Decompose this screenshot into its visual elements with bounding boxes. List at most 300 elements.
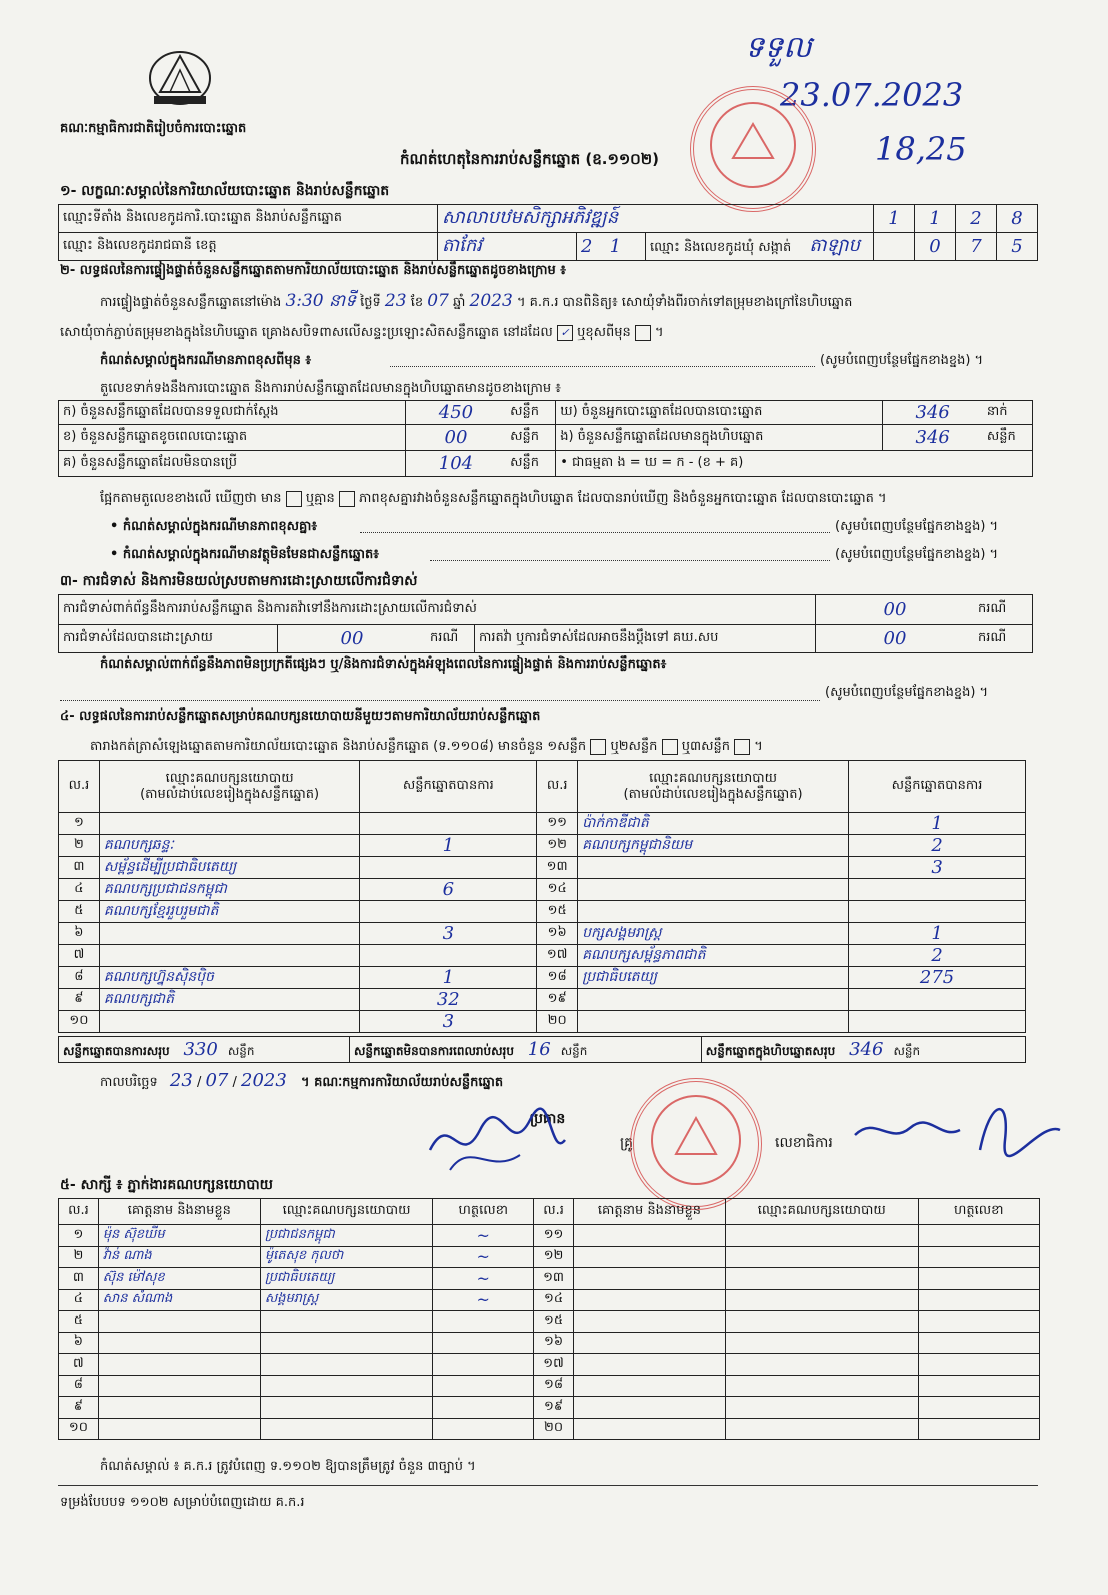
two-sheets-checkbox[interactable] — [662, 739, 678, 755]
witness-signature — [918, 1289, 1039, 1311]
witness-party — [725, 1268, 918, 1290]
tally-sheets-text: តារាងកត់ត្រាសំឡេងឆ្នោតតាមការិយាល័យបោះឆ្នោត និងរាប់សន្លឹកឆ្នោត (ទ.១១០៨) មានចំនួន ១សន្លឹក — [90, 739, 587, 754]
witness-signature — [918, 1268, 1039, 1290]
box-total-cell — [701, 1037, 1025, 1063]
row-no: ៩ — [59, 1397, 99, 1419]
formula-note: • ជាធម្មតា ង = ឃ = ក - (ខ + គ) — [556, 451, 1033, 477]
row-no: ៧ — [59, 945, 100, 967]
party-votes — [360, 857, 537, 879]
row-no: ២ — [59, 835, 100, 857]
row-no: ១២ — [534, 1246, 574, 1268]
witness-signature — [433, 1418, 534, 1440]
col-no: ល.រ — [59, 1199, 99, 1225]
row-no: ១៦ — [534, 1332, 574, 1354]
location-code-digit: 1 — [915, 205, 956, 233]
box-total-value: 346 — [849, 1038, 884, 1060]
witness-signature — [918, 1332, 1039, 1354]
section1-title: ១- លក្ខណៈសម្គាល់នៃការិយាល័យបោះឆ្នោត និងរាប់សន្លឹកឆ្នោត — [60, 183, 390, 199]
section2-title: ២- លទ្ធផលនៃការផ្ទៀងផ្ទាត់ចំនួនសន្លឹកឆ្នោតតាមការិយាល័យបោះឆ្នោត និងរាប់សន្លឹកឆ្នោតដូចខាងក្រោម ៖ — [60, 263, 566, 278]
signing-date-line: កាលបរិច្ឆេទ 23 / 07 / 2023 ។ គណៈកម្មការការិយាល័យរាប់សន្លឹកឆ្នោត — [100, 1070, 504, 1091]
footer-divider — [58, 1485, 1038, 1486]
results-row — [59, 813, 1026, 835]
witness-signature: ~ — [433, 1289, 534, 1311]
row-no: ១៥ — [534, 1311, 574, 1333]
row-no: ៥ — [59, 901, 100, 923]
fill-hint: (សូមបំពេញបន្ថែមផ្នែកខាងខ្នង) ។ — [820, 353, 984, 368]
row-no: ៨ — [59, 1375, 99, 1397]
appeal-label: ការតវ៉ា ឬការជំទាស់ដែលអាចនឹងប្តឹងទៅ គឃ.សប — [475, 625, 816, 653]
one-sheet-checkbox[interactable] — [590, 739, 606, 755]
unit: ករណី — [974, 595, 1033, 625]
row-no: ១៧ — [537, 945, 578, 967]
row-no: ៥ — [59, 1311, 99, 1333]
party-votes — [360, 813, 537, 835]
witness-party: ម៉ូតេសុខ កុលថា — [260, 1246, 432, 1268]
province-value: តាកែវ — [438, 233, 577, 261]
three-sheets-checkbox[interactable] — [734, 739, 750, 755]
dotted-fill-line — [360, 532, 830, 533]
box-total-label: សន្លឹកឆ្នោតក្នុងហិបឆ្នោតសរុប — [705, 1043, 836, 1058]
row-no: ១៤ — [537, 879, 578, 901]
dotted-fill-line — [430, 560, 830, 561]
party-results-table — [58, 760, 1026, 1033]
witness-signature — [918, 1246, 1039, 1268]
tally-sheets-line: តារាងកត់ត្រាសំឡេងឆ្នោតតាមការិយាល័យបោះឆ្នោត និងរាប់សន្លឹកឆ្នោត (ទ.១១០៨) មានចំនួន ១សន្លឹក ឬ២សន្លឹក ឬ៣សន្លឹក ។ — [90, 739, 763, 754]
witness-party — [725, 1354, 918, 1376]
commune-label: ឈ្មោះ និងលេខកូដឃុំ សង្កាត់ — [650, 240, 792, 255]
witness-signature — [918, 1354, 1039, 1376]
witness-signature — [918, 1397, 1039, 1419]
witness-party: ប្រជាជនកម្ពុជា — [260, 1225, 432, 1247]
results-row — [59, 835, 1026, 857]
party-name — [99, 945, 360, 967]
witness-name — [573, 1397, 725, 1419]
discrepancy-text: ផ្អែកតាមតួលេខខាងលើ ឃើញថា មាន — [100, 491, 282, 506]
witness-row — [59, 1268, 1040, 1290]
changed-label: ឬខុសពីមុន — [577, 325, 631, 340]
col-no: ល.រ — [59, 761, 100, 813]
secretary-label: លេខាធិការ — [775, 1135, 833, 1151]
party-votes: 3 — [360, 923, 537, 945]
complaints-table — [58, 594, 1033, 653]
party-name — [578, 1011, 849, 1033]
handwritten-received-note: ទទួល — [745, 30, 812, 65]
row-no: ១១ — [537, 813, 578, 835]
section1-table — [58, 204, 1038, 261]
appeal-value: 00 — [816, 625, 975, 653]
location-value: សាលាបឋមសិក្សាអភិវឌ្ឍន៍ — [438, 205, 874, 233]
spoiled-ballots-value: 00 — [405, 425, 506, 451]
committee-label: ។ គណៈកម្មការការិយាល័យរាប់សន្លឹកឆ្នោត — [300, 1075, 504, 1090]
commune-label-cell — [646, 233, 874, 261]
party-votes — [849, 879, 1026, 901]
party-votes — [849, 989, 1026, 1011]
fill-hint: (សូមបំពេញបន្ថែមផ្នែកខាងខ្នង) ។ — [825, 685, 989, 700]
unit: សន្លឹក — [227, 1043, 255, 1058]
valid-total-value: 330 — [183, 1038, 218, 1060]
section5-title: ៥- សាក្សី ៖ ភ្នាក់ងារគណបក្សនយោបាយ — [60, 1177, 274, 1193]
witness-row — [59, 1354, 1040, 1376]
province-code — [577, 233, 646, 261]
has-discrepancy-checkbox[interactable] — [286, 491, 302, 507]
row-no: ១០ — [59, 1418, 99, 1440]
results-row — [59, 989, 1026, 1011]
complaints-value: 00 — [816, 595, 975, 625]
witness-name: សាន សំណាង — [98, 1289, 260, 1311]
witness-party — [260, 1311, 432, 1333]
row-no: ១៧ — [534, 1354, 574, 1376]
row-no: ១១ — [534, 1225, 574, 1247]
commune-code-digit: 5 — [997, 233, 1038, 261]
witness-row — [59, 1397, 1040, 1419]
row-no: ៦ — [59, 1332, 99, 1354]
col-name: គោត្តនាម និងនាមខ្លួន — [98, 1199, 260, 1225]
row-no: ១៩ — [534, 1397, 574, 1419]
chair-signature — [420, 1100, 570, 1180]
fill-hint: (សូមបំពេញបន្ថែមផ្នែកខាងខ្នង) ។ — [835, 547, 999, 562]
party-votes: 3 — [360, 1011, 537, 1033]
row-no: ១ — [59, 1225, 99, 1247]
form-title: កំណត់ហេតុនៃការរាប់សន្លឹកឆ្នោត (ឧ.១១០២) — [400, 150, 660, 168]
verification-year: 2023 — [469, 291, 513, 311]
witness-party — [725, 1397, 918, 1419]
party-votes: 2 — [849, 945, 1026, 967]
witness-party — [725, 1418, 918, 1440]
row-no: ៩ — [59, 989, 100, 1011]
witness-party — [260, 1375, 432, 1397]
commune-code-digit: 0 — [915, 233, 956, 261]
witness-party: ប្រជាធិបតេយ្យ — [260, 1268, 432, 1290]
handwritten-received-date: 23.07.2023 — [780, 76, 964, 114]
party-votes: 6 — [360, 879, 537, 901]
party-name — [578, 857, 849, 879]
witness-row — [59, 1375, 1040, 1397]
party-name — [99, 813, 360, 835]
party-votes — [360, 901, 537, 923]
witness-signature — [918, 1375, 1039, 1397]
seal-status-text: សោយុំចាក់ភ្ជាប់តម្រុមខាងក្នុងនៃហិបឆ្នោត គ្រោងសបិទពាសលើសន្ទះប្រឡោះសិតសន្លឹកឆ្នោត នៅដដែល — [60, 325, 553, 340]
witness-signature — [918, 1418, 1039, 1440]
party-votes: 2 — [849, 835, 1026, 857]
witness-name — [573, 1268, 725, 1290]
witness-name — [573, 1289, 725, 1311]
witness-row — [59, 1332, 1040, 1354]
unit: សន្លឹក — [506, 401, 556, 425]
verification-paragraph-line2: សោយុំចាក់ភ្ជាប់តម្រុមខាងក្នុងនៃហិបឆ្នោត គ្រោងសបិទពាសលើសន្ទះប្រឡោះសិតសន្លឹកឆ្នោត នៅដដែល ✓ ឬខុសពីមុន ។ — [60, 325, 664, 340]
handwritten-received-time: 18,25 — [875, 130, 967, 168]
results-row — [59, 923, 1026, 945]
witness-name — [98, 1332, 260, 1354]
party-name: បក្សសង្គមរាស្ត្រ — [578, 923, 849, 945]
witness-party — [725, 1311, 918, 1333]
col-party — [99, 761, 360, 813]
results-row — [59, 879, 1026, 901]
invalid-total-cell — [350, 1037, 702, 1063]
party-name — [578, 901, 849, 923]
verification-text-end: ។ គ.ក.រ បានពិនិត្យ៖ សោយុំទាំងពីរចាក់ទៅតម្រុមខាងក្រៅនៃហិបឆ្នោត — [516, 295, 853, 310]
unit: ករណី — [426, 625, 475, 653]
commune-code-digit: 7 — [956, 233, 997, 261]
org-name: គណៈកម្មាធិការជាតិរៀបចំការបោះឆ្នោត — [60, 121, 247, 136]
witness-signature — [918, 1311, 1039, 1333]
row-no: ២ — [59, 1246, 99, 1268]
row-no: ១៨ — [537, 967, 578, 989]
verification-month: 07 — [427, 291, 449, 311]
results-row — [59, 1011, 1026, 1033]
witness-signature — [433, 1332, 534, 1354]
invalid-total-value: 16 — [527, 1038, 551, 1060]
two-sheets-label: ឬ២សន្លឹក — [610, 739, 658, 754]
received-ballots-label: ក) ចំនួនសន្លឹកឆ្នោតដែលបានទទួលជាក់ស្តែង — [59, 401, 406, 425]
footnote: កំណត់សម្គាល់ ៖ គ.ក.រ ត្រូវបំពេញ ទ.១១០២ ឱ្យបានត្រឹមត្រូវ ចំនួន ៣ច្បាប់ ។ — [100, 1459, 476, 1474]
secretary-signature — [850, 1090, 1070, 1160]
witness-name — [98, 1375, 260, 1397]
location-code-digit: 1 — [874, 205, 915, 233]
party-name: គណបក្សខ្មែររួបរួមជាតិ — [99, 901, 360, 923]
party-votes — [849, 901, 1026, 923]
party-name: សម្ព័ន្ធដើម្បីប្រជាធិបតេយ្យ — [99, 857, 360, 879]
witness-party — [725, 1332, 918, 1354]
witness-signature: ~ — [433, 1268, 534, 1290]
nec-logo — [140, 42, 220, 112]
province-code-digit: 2 — [581, 236, 593, 257]
row-no: ១៨ — [534, 1375, 574, 1397]
unused-ballots-label: គ) ចំនួនសន្លឹកឆ្នោតដែលមិនបានប្រើ — [59, 451, 406, 477]
unit: សន្លឹក — [560, 1043, 588, 1058]
witness-signature — [918, 1225, 1039, 1247]
verification-time: 3:30 នាទី — [285, 291, 356, 311]
section4-title: ៤- លទ្ធផលនៃការរាប់សន្លឹកឆ្នោតសម្រាប់គណបក្សនយោបាយនីមួយៗតាមការិយាល័យរាប់សន្លឹកឆ្នោត — [60, 709, 541, 724]
unit: ករណី — [974, 625, 1033, 653]
party-name: គណបក្សកម្ពុជានិយម — [578, 835, 849, 857]
province-label: ឈ្មោះ និងលេខកូដរាជធានី ខេត្ត — [59, 233, 438, 261]
ballots-in-box-value: 346 — [882, 425, 983, 451]
form-footer: ទម្រង់បែបបទ ១១០២ សម្រាប់បំពេញដោយ គ.ក.រ — [60, 1495, 305, 1510]
witness-name: ស៊ុន ម៉ៅសុខ — [98, 1268, 260, 1290]
received-ballots-value: 450 — [405, 401, 506, 425]
unit: សន្លឹក — [983, 425, 1033, 451]
col-no: ល.រ — [534, 1199, 574, 1225]
witness-party — [725, 1289, 918, 1311]
row-no: ១ — [59, 813, 100, 835]
discrepancy-note-label: • កំណត់សម្គាល់ក្នុងករណីមានភាពខុសគ្នា៖ — [110, 519, 318, 534]
party-name: គណបក្សប្រជាជនកម្ពុជា — [99, 879, 360, 901]
complaints-label: ការជំទាស់ពាក់ព័ន្ធនឹងការរាប់សន្លឹកឆ្នោត និងការតវ៉ាទៅនឹងការដោះស្រាយលើការជំទាស់ — [59, 595, 816, 625]
three-sheets-label: ឬ៣សន្លឹក — [681, 739, 730, 754]
no-discrepancy-label: ឬគ្មាន — [305, 491, 335, 506]
col-sign: ហត្ថលេខា — [918, 1199, 1039, 1225]
commune-value: តាឡាប — [809, 235, 860, 256]
party-name — [578, 989, 849, 1011]
unit: សន្លឹក — [893, 1043, 921, 1058]
voters-value: 346 — [882, 401, 983, 425]
row-no: ១៦ — [537, 923, 578, 945]
col-party-title: ឈ្មោះគណបក្សនយោបាយ — [649, 770, 778, 786]
row-no: ១៥ — [537, 901, 578, 923]
col-party-title: ឈ្មោះគណបក្សនយោបាយ — [165, 770, 294, 786]
witness-party: សង្គមរាស្ត្រ — [260, 1289, 432, 1311]
party-name — [99, 923, 360, 945]
figures-table — [58, 400, 1033, 477]
witness-party — [725, 1225, 918, 1247]
party-votes: 1 — [849, 923, 1026, 945]
witness-signature — [433, 1397, 534, 1419]
party-name: គណបក្សជាតិ — [99, 989, 360, 1011]
witness-party — [260, 1354, 432, 1376]
irregularities-note-label: កំណត់សម្គាល់ពាក់ព័ន្ធនឹងភាពមិនប្រក្រតីផ្សេងៗ ឬ/និងការជំទាស់ក្នុងអំឡុងពេលនៃការផ្ទៀងផ្ទាត់ និងការរាប់សន្លឹកឆ្នោត៖ — [100, 657, 667, 672]
invalid-total-label: សន្លឹកឆ្នោតមិនបានការពេលរាប់សរុប — [354, 1043, 514, 1058]
discrepancy-line — [100, 490, 887, 508]
row-no: ១២ — [537, 835, 578, 857]
party-name — [99, 1011, 360, 1033]
row-no: ៤ — [59, 1289, 99, 1311]
change-note-label: កំណត់សម្គាល់ក្នុងករណីមានភាពខុសពីមុន ៖ — [100, 353, 312, 368]
party-votes: 32 — [360, 989, 537, 1011]
col-party-sub: (តាមលំដាប់លេខរៀងក្នុងសន្លឹកឆ្នោត) — [140, 786, 320, 802]
dotted-fill-line — [390, 366, 815, 367]
row-no: ៤ — [59, 879, 100, 901]
non-ballot-note-label: • កំណត់សម្គាល់ក្នុងករណីមានវត្ថុមិនមែនជាសន្លឹកឆ្នោត៖ — [110, 547, 379, 562]
witness-row — [59, 1418, 1040, 1440]
witness-name: វ៉ាន់ ណាង — [98, 1246, 260, 1268]
voters-label: ឃ) ចំនួនអ្នកបោះឆ្នោតដែលបានបោះឆ្នោត — [556, 401, 882, 425]
col-party: ឈ្មោះគណបក្សនយោបាយ — [725, 1199, 918, 1225]
col-sign: ហត្ថលេខា — [433, 1199, 534, 1225]
row-no: ៦ — [59, 923, 100, 945]
witness-name — [98, 1418, 260, 1440]
party-votes: 1 — [849, 813, 1026, 835]
results-row — [59, 857, 1026, 879]
results-row — [59, 901, 1026, 923]
row-no: ១៣ — [534, 1268, 574, 1290]
discrepancy-text-end: ភាពខុសគ្នារវាងចំនួនសន្លឹកឆ្នោតក្នុងហិបឆ្នោត ដែលបានរាប់ឃើញ និងចំនួនអ្នកបោះឆ្នោត ដែលបានបោះឆ្នោត ។ — [359, 491, 887, 506]
unit: នាក់ — [983, 401, 1033, 425]
col-name: គោត្តនាម និងនាមខ្លួន — [573, 1199, 725, 1225]
party-name: ប៉ាក់កាឌីជាតិ — [578, 813, 849, 835]
witness-party — [260, 1418, 432, 1440]
row-no: ២០ — [537, 1011, 578, 1033]
witness-signature: ~ — [433, 1225, 534, 1247]
row-no: ៧ — [59, 1354, 99, 1376]
official-stamp-top — [690, 86, 816, 212]
party-name: គណបក្សសម្ព័ន្ធភាពជាតិ — [578, 945, 849, 967]
witness-name — [573, 1354, 725, 1376]
row-no: ៨ — [59, 967, 100, 989]
day-label: ថ្ងៃទី — [360, 295, 381, 310]
year-label: ឆ្នាំ — [453, 295, 466, 310]
col-party-sub: (តាមលំដាប់លេខរៀងក្នុងសន្លឹកឆ្នោត) — [623, 786, 803, 802]
row-no: ១៩ — [537, 989, 578, 1011]
witness-party — [725, 1375, 918, 1397]
date-year: 2023 — [241, 1070, 287, 1091]
spoiled-ballots-label: ខ) ចំនួនសន្លឹកឆ្នោតខូចពេលបោះឆ្នោត — [59, 425, 406, 451]
witness-signature — [433, 1354, 534, 1376]
party-votes — [360, 945, 537, 967]
row-no: ១៣ — [537, 857, 578, 879]
party-votes: 1 — [360, 835, 537, 857]
witness-row — [59, 1246, 1040, 1268]
witness-party — [725, 1246, 918, 1268]
date-label: កាលបរិច្ឆេទ — [100, 1075, 158, 1090]
valid-total-label: សន្លឹកឆ្នោតបានការសរុប — [63, 1043, 170, 1058]
witness-name — [573, 1246, 725, 1268]
unit: សន្លឹក — [506, 425, 556, 451]
witness-name — [573, 1375, 725, 1397]
section3-title: ៣- ការជំទាស់ និងការមិនយល់ស្របតាមការដោះស្រាយលើការជំទាស់ — [60, 573, 418, 589]
chair-label: ប្រធាន — [530, 1111, 566, 1127]
location-code-digit: 2 — [956, 205, 997, 233]
party-votes: 1 — [360, 967, 537, 989]
witness-name — [98, 1311, 260, 1333]
witness-party — [260, 1332, 432, 1354]
resolved-label: ការជំទាស់ដែលបានដោះស្រាយ — [59, 625, 278, 653]
party-votes: 3 — [849, 857, 1026, 879]
fill-hint: (សូមបំពេញបន្ថែមផ្នែកខាងខ្នង) ។ — [835, 519, 999, 534]
figures-intro: តួលេខទាក់ទងនឹងការបោះឆ្នោត និងការរាប់សន្លឹកឆ្នោតដែលមានក្នុងហិបឆ្នោតមានដូចខាងក្រោម ៖ — [100, 381, 561, 396]
party-name — [578, 879, 849, 901]
location-label: ឈ្មោះទីតាំង និងលេខកូដការិ.បោះឆ្នោត និងរាប់សន្លឹកឆ្នោត — [59, 205, 438, 233]
party-votes — [849, 1011, 1026, 1033]
row-no: ៣ — [59, 857, 100, 879]
col-votes: សន្លឹកឆ្នោតបានការ — [849, 761, 1026, 813]
row-no: ១០ — [59, 1011, 100, 1033]
province-code-digit: 1 — [609, 236, 622, 257]
verification-day: 23 — [384, 291, 407, 311]
witness-signature — [433, 1311, 534, 1333]
party-votes: 275 — [849, 967, 1026, 989]
witness-name — [573, 1225, 725, 1247]
col-party: ឈ្មោះគណបក្សនយោបាយ — [260, 1199, 432, 1225]
witness-table — [58, 1198, 1040, 1440]
col-party — [578, 761, 849, 813]
unused-ballots-value: 104 — [405, 451, 506, 477]
witness-signature — [433, 1375, 534, 1397]
witness-party — [260, 1397, 432, 1419]
row-no: ១៤ — [534, 1289, 574, 1311]
verification-text: ការផ្ទៀងផ្ទាត់ចំនួនសន្លឹកឆ្នោតនៅម៉ោង — [100, 295, 282, 310]
spacer-cell — [874, 233, 915, 261]
party-name: ប្រជាធិបតេយ្យ — [578, 967, 849, 989]
witness-name — [573, 1418, 725, 1440]
verification-paragraph-line1 — [100, 292, 852, 312]
witness-signature: ~ — [433, 1246, 534, 1268]
party-name: គណបក្សឆន្ទៈ — [99, 835, 360, 857]
no-discrepancy-checkbox[interactable] — [339, 491, 355, 507]
results-row — [59, 945, 1026, 967]
location-code-digit: 8 — [997, 205, 1038, 233]
witness-row — [59, 1289, 1040, 1311]
changed-checkbox[interactable] — [635, 325, 651, 341]
ballots-in-box-label: ង) ចំនួនសន្លឹកឆ្នោតដែលមានក្នុងហិបឆ្នោត — [556, 425, 882, 451]
witness-row — [59, 1225, 1040, 1247]
witness-name — [98, 1354, 260, 1376]
unchanged-checkbox[interactable]: ✓ — [557, 325, 573, 341]
party-name: គណបក្សហ្វ៊ុនស៊ិនប៉ិច — [99, 967, 360, 989]
resolved-value: 00 — [278, 625, 427, 653]
unit: សន្លឹក — [506, 451, 556, 477]
official-stamp-bottom — [630, 1078, 762, 1210]
totals-table — [58, 1036, 1026, 1063]
row-no: ២០ — [534, 1418, 574, 1440]
witness-name — [98, 1397, 260, 1419]
witness-name: ម៉ុន ស៊ុខឃីម — [98, 1225, 260, 1247]
witness-row — [59, 1311, 1040, 1333]
date-month: 07 — [205, 1070, 229, 1091]
dotted-fill-line — [60, 700, 820, 701]
valid-total-cell — [59, 1037, 350, 1063]
witness-name — [573, 1311, 725, 1333]
col-votes: សន្លឹកឆ្នោតបានការ — [360, 761, 537, 813]
